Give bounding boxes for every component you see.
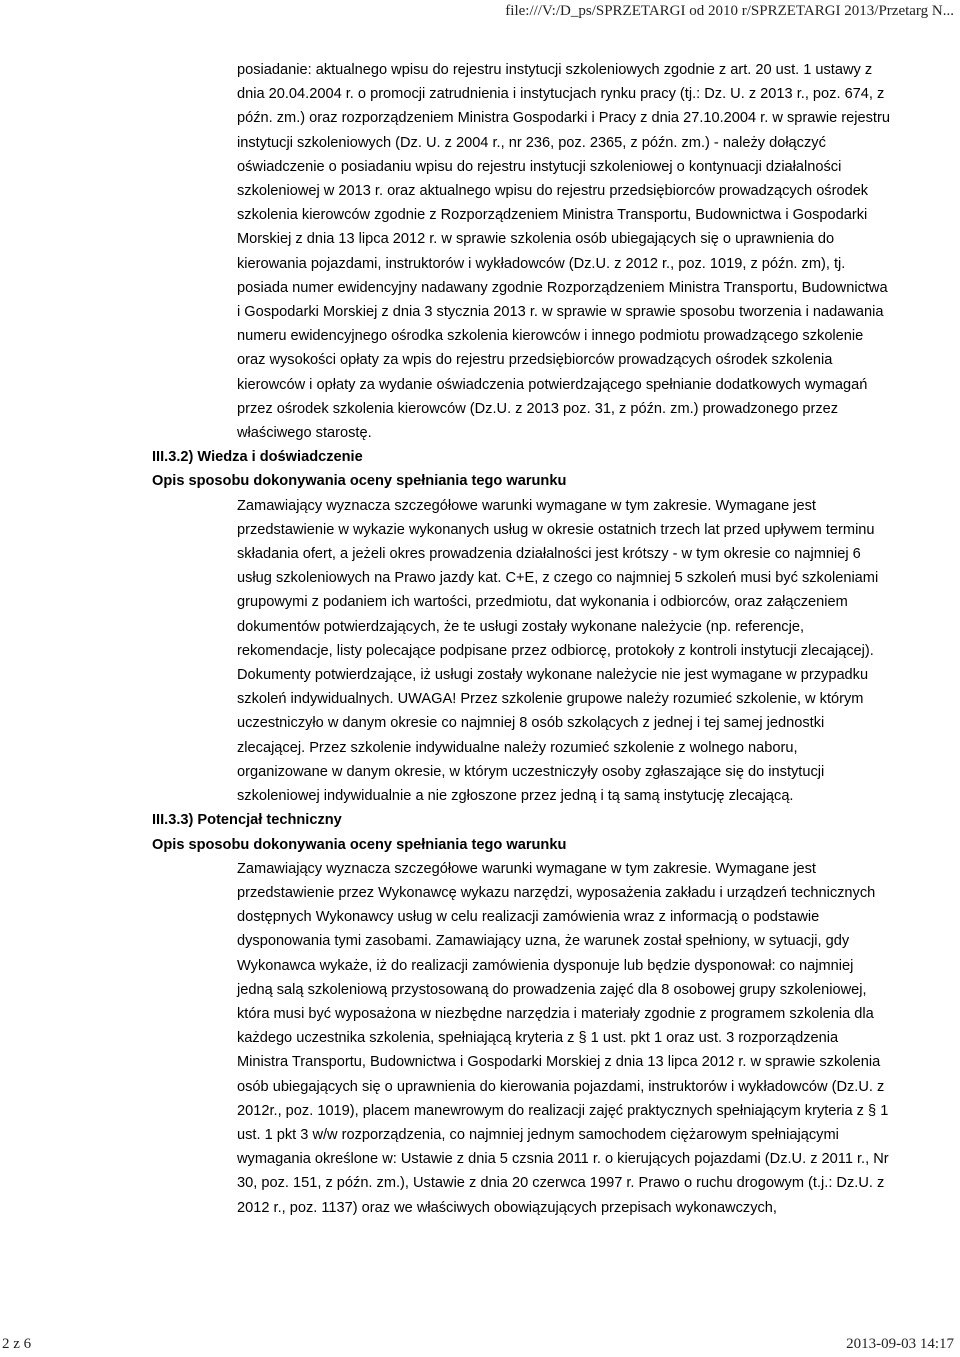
section-body-potencjal: Zamawiający wyznacza szczegółowe warunki wymagane w tym zakresie. Wymagane jest przedstawienie przez Wykonawcę wykazu narzędzi, wyposażenia zakładu i urządzeń technicznych dostępnych Wykonawcy usług w celu realizacji zamówienia wraz z informacją o podstawie dysponowania tymi zasobami. Zamawiający uzna, że warunek został spełniony, w sytuacji, gdy Wykonawca wykaże, iż do realizacji zamówienia dysponuje lub będzie dysponował: co najmniej jedną salą szkoleniową przystosowaną do prowadzenia zajęć dla 8 osobowej grupy szkoleniowej, która musi być wyposażona w niezbędne narzędzia i materiały zgodnie z programem szkolenia dla każdego uczestnika szkolenia, spełniającą kryteria z § 1 ust. pkt 1 oraz ust. 3 rozporządzenia Ministra Transportu, Budownictwa i Gospodarki Morskiej z dnia 13 lipca 2012 r. w sprawie szkolenia osób ubiegających się o uprawnienia do kierowania pojazdami, instruktorów i wykładowców (Dz.U. z 2012r., poz. 1019), placem manewrowym do realizacji zajęć praktycznych spełniającym kryteria z § 1 ust. 1 pkt 3 w/w rozporządzenia, co najmniej jednym samochodem ciężarowym spełniającymi wymagania określone w: Ustawie z dnia 5 czsnia 2011 r. o kierujących pojazdami (Dz.U. z 2011 r., Nr 30, poz. 151, z późn. zm.), Ustawie z dnia 20 czerwca 1997 r. Prawo o ruchu drogowym (t.j.: Dz.U. z 2012 r., poz. 1137) oraz we właściwych obowiązujących przepisach wykonawczych, bbox=[237, 860, 889, 1216]
header-url: file:///V:/D_ps/SPRZETARGI od 2010 r/SPRZETARGI 2013/Przetarg N... bbox=[505, 3, 954, 19]
intro-paragraph: posiadanie: aktualnego wpisu do rejestru instytucji szkoleniowych zgodnie z art. 20 ust. 1 ustawy z dnia 20.04.2004 r. o promocji zatrudnienia i instytucjach rynku pracy (tj.: Dz. U. z 2013 r., poz. 674, z późn. zm.) oraz rozporządzeniem Ministra Gospodarki i Pracy z dnia 27.10.2004 r. w sprawie rejestru instytucji szkoleniowych (Dz. U. z 2004 r., nr 236, poz. 2365, z późn. zm.) - należy dołączyć oświadczenie o posiadaniu wpisu do rejestru instytucji szkoleniowej o kontynuacji działalności szkoleniowej w 2013 r. oraz aktualnego wpisu do rejestru przedsiębiorców prowadzących ośrodek szkolenia kierowców zgodnie z Rozporządzeniem Ministra Transportu, Budownictwa i Gospodarki Morskiej z dnia 13 lipca 2012 r. w sprawie szkolenia osób ubiegających się o uprawnienia do kierowania pojazdami, instruktorów i wykładowców (Dz.U. z 2012 r., poz. 1019, z późn. zm), tj. posiada numer ewidencyjny nadawany zgodnie Rozporządzeniem Ministra Transportu, Budownictwa i Gospodarki Morskiej z dnia 3 stycznia 2013 r. w sprawie w sprawie sposobu tworzenia i nadawania numeru ewidencyjnego ośrodka szkolenia kierowców i innego podmiotu prowadzącego szkolenie oraz wysokości opłaty za wpis do rejestru przedsiębiorców prowadzących ośrodek szkolenia kierowców i opłaty za wydanie oświadczenia potwierdzającego spełnianie dodatkowych wymagań przez ośrodek szkolenia kierowców (Dz.U. z 2013 poz. 31, z późn. zm.) prowadzonego przez właściwego starostę. bbox=[237, 62, 890, 442]
document-content bbox=[152, 58, 892, 1220]
section-subtitle-wiedza: Opis sposobu dokonywania oceny spełniania tego warunku bbox=[152, 473, 567, 490]
print-datetime: 2013-09-03 14:17 bbox=[846, 1336, 954, 1352]
section-title-potencjal: III.3.3) Potencjał techniczny bbox=[152, 812, 342, 829]
section-body-wiedza: Zamawiający wyznacza szczegółowe warunki wymagane w tym zakresie. Wymagane jest przedstawienie w wykazie wykonanych usług w okresie ostatnich trzech lat przed upływem terminu składania ofert, a jeżeli okres prowadzenia działalności jest krótszy - w tym okresie co najmniej 6 usług szkoleniowych na Prawo jazdy kat. C+E, z czego co najmniej 5 szkoleń musi być szkoleniami grupowymi z podaniem ich wartości, przedmiotu, dat wykonania i odbiorców, oraz załączeniem dokumentów potwierdzających, że te usługi zostały wykonane należycie (np. referencje, rekomendacje, listy polecające podpisane przez odbiorcę, protokoły z kontroli instytucji zlecającej). Dokumenty potwierdzające, iż usługi zostały wykonane należycie nie jest wymagane w przypadku szkoleń indywidualnych. UWAGA! Przez szkolenie grupowe należy rozumieć szkolenie, w którym uczestniczyło w danym okresie co najmniej 8 osób szkolących z jednej i tej samej jednostki zlecającej. Przez szkolenie indywidualne należy rozumieć szkolenie z wolnego naboru, organizowane w danym okresie, w którym uczestniczyły osoby zgłaszające się do instytucji szkoleniowej indywidualnie a nie zgłoszone przez jedną i tą samą instytucję zlecającą. bbox=[237, 497, 879, 805]
section-title-wiedza: III.3.2) Wiedza i doświadczenie bbox=[152, 449, 363, 466]
section-subtitle-potencjal: Opis sposobu dokonywania oceny spełniania tego warunku bbox=[152, 836, 567, 853]
page-number: 2 z 6 bbox=[2, 1336, 32, 1352]
